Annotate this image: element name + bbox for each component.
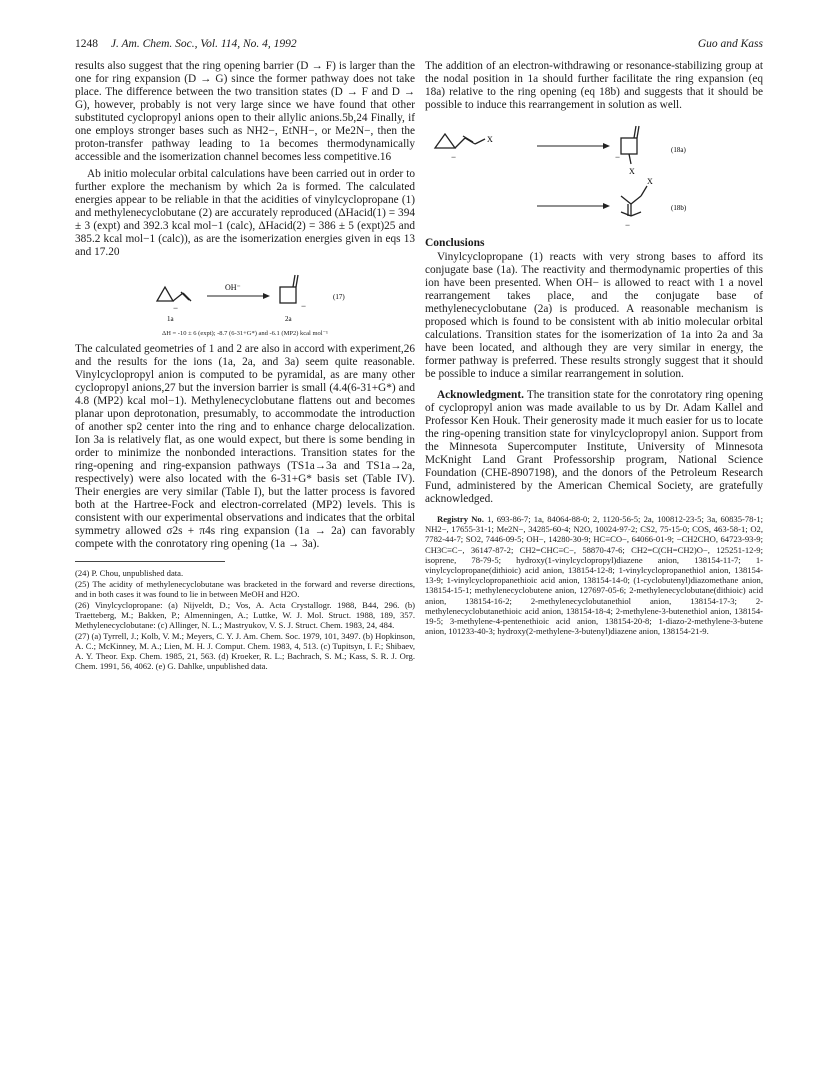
substituted-cyclopropyl-anion [435,134,485,148]
left-column [75,60,415,672]
paragraph: Vinylcyclopropane (1) reacts with very strong bases to afford its conjugate base (1a). The reactivity and thermodynamic properties of this ion have been presented. When OH− is allowed to react with 1 a novel rearrangement takes place, and the conjugate base of methylenecyclobutane (2a) is produced. A reasonable mechanism is proposed which is found to be consistent with ab initio molecular orbital calculations. Transition states for the isomerization of 1a into 2a and 3a have been located, and although they are very similar in energy, the former pathway is preferred. These results strongly suggest that it should be possible to induce a similar rearrangement in solution. [425,251,763,380]
journal-citation: J. Am. Chem. Soc., Vol. 114, No. 4, 1992 [110,38,297,50]
acknowledgment-heading: Acknowledgment. [437,389,524,401]
registry-text: 1, 693-86-7; 1a, 84064-88-0; 2, 1120-56-5; 2a, 100812-23-5; 3a, 60835-78-1; NH2−, 17655-31-1; Me2N−, 34285-60-4; N2O, 10024-97-2; CS2, 75-15-0; COS, 463-58-1; O2, 7782-44-7; SO2, 7446-09-5; OH−, 14280-30-9; HC≡CO−, 64066-01-9; −CH2CHO, 64723-93-9; CH3C≡C−, 36147-87-2; CH2=CHC≡C−, 58870-47-6; CH2=C(CH=CH2)O−, 125251-12-9; isoprene, 78-79-5; hydroxy(1-vinylcyclopropyl)diazene anion, 138154-11-7; 1-vinylcyclopropane(dithioic) acid anion, 138154-12-8; 1-vinylcyclopropanethiol anion, 138154-13-9; 1-vinylcyclopropanethioic acid anion, 138154-14-0; (1-cyclobutenyl)diazomethane anion, 138154-15-1; methylenecyclobutene anion, 127697-05-6; 2-methylenecyclobutane(dithioic) acid anion, 138154-16-2; 2-methylenecyclobutanethiol anion, 138154-17-3; 2-methylenecyclobutanethioic acid anion, 138154-18-4; 2-methylene-3-butenethiol anion, 138154-19-5; 3-methylene-4-pentenethioic acid anion, 138154-20-8; 1-diazo-2-methylene-3-butene anion, 101233-40-3; hydroxy(2-methylene-3-butenyl)diazene anion, 138154-21-9. [425,514,763,637]
equation-number: (17) [333,293,345,301]
section-heading-conclusions: Conclusions [425,237,485,249]
methylenecyclobutyl-anion-structure [280,275,298,303]
equation-number-18b: (18b) [671,204,687,212]
enthalpy-note: ΔH = -10 ± 6 (expt); -8.7 (6-31+G*) and -6.1 (MP2) kcal mol⁻¹ [162,330,328,337]
paragraph: The addition of an electron-withdrawing or resonance-stabilizing group at the nodal position in 1a should further facilitate the ring expansion (eq 18a) relative to the ring opening (eq 18b) and suggests that it should be possible to induce this rearrangement in solution as well. [425,60,763,111]
compound-label-1a: 1a [167,315,174,323]
substituent-x: X [487,135,493,144]
footnote: (24) P. Chou, unpublished data. [75,568,184,578]
equation-18 [425,116,763,231]
registry-numbers [425,514,763,636]
equation-17-scheme [75,263,415,323]
registry-heading: Registry No. [437,514,484,524]
footnote: (26) Vinylcyclopropane: (a) Nijveldt, D.; Vos, A. Acta Crystallogr. 1988, B44, 296. (b) Traetteberg, M.; Bakken, P.; Almenningen, A.; Luttke, W. J. Mol. Struct. 1988, 189, 357. Methylenecyclobutane: (c) Allinger, N. L.; Mastryukov, V. S. J. Struct. Chem. 1983, 24, 484. [75,600,415,630]
ring-opened-diene-anion [621,186,647,216]
equation-18-scheme [425,116,763,231]
running-header-authors: Guo and Kass [697,38,763,50]
footnote-divider [75,561,225,562]
vinylcyclopropyl-anion-structure [157,287,191,301]
acknowledgment-text: The transition state for the conrotatory ring opening of cyclopropyl anion was made available to us by Dr. Adam Kallel and Professor Ken Houk. Their generosity made it much easier for us to locate the ring-opening transition state for vinylcyclopropyl anion. Support from the Minnesota Supercomputer Institute, University of Minnesota McKnight Land Grant Professorship program, National Science Foundation (CHE-8907198), and the donors of the Petroleum Research Fund, administered by the American Chemical Society, are gratefully acknowledged. [425,389,763,505]
footnote: (25) The acidity of methylenecyclobutane was bracketed in the forward and reverse directions, and in both cases it was found to lie in between MeOH and H2O. [75,579,415,599]
cyclobutenyl-product [621,126,639,164]
substituent-x: X [629,167,635,176]
page-number: 1248 [75,38,98,50]
anion-charge: − [173,303,179,313]
anion-charge: − [451,152,457,162]
equation-number-18a: (18a) [671,146,686,154]
paragraph: Ab initio molecular orbital calculations have been carried out in order to further explore the mechanism by which 2a is formed. The calculated energies appear to be reliable in that the acidities of vinylcyclopropane (1) and methylenecyclobutane (2) are accurately reproduced (ΔHacid(1) = 394 ± 3 (expt) and 392.3 kcal mol−1 (calc), ΔHacid(2) = 386 ± 5 (expt)25 and 385.2 kcal mol−1 (calc)), as are the isomerization energies given in eqs 13 and 17.20 [75,168,415,258]
paragraph: results also suggest that the ring opening barrier (D → F) is larger than the one for ring expansion (D → G) since the former pathway does not take place. The difference between the two transition states (D → F and D → G), however, probably is not very large since we have found that other substituted cyclopropyl anions open to their allylic anions.5b,24 Finally, if one employs stronger bases such as NH2−, EtNH−, or Me2N−, then the proton-transfer pathway leading to 1a becomes thermodynamically accessible and the isomerization channel becomes less competitive.16 [75,60,415,163]
paragraph: The calculated geometries of 1 and 2 are also in accord with experiment,26 and the results for the ions (1a, 2a, and 3a) seem quite reasonable. Vinylcyclopropyl anion is computed to be pyramidal, as are many other cyclopropyl anions,27 but the inversion barrier is small (4.4(6-31+G*) and 4.8 (MP2) kcal mol−1). Methylenecyclobutane flattens out and becomes planar upon deprotonation, presumably, to accommodate the introduction of another sp2 center into the ring and to enhance charge delocalization. Ion 3a is relatively flat, as one would expect, but there is some bending in order to minimize the nonbonded interactions. Transition states for the ring-opening and ring-expansion pathways (TS1a→3a and TS1a→2a, respectively) were also located with the 6-31+G* basis set (Table IV). Their energies are very similar (Table I), but the latter process is favored both at the Hartree-Fock and electron-correlated (MP2) levels. This is consistent with our experimental observations and indicates that the orbital symmetry allowed σ2s + π4s ring expansion (1a → 2a) can favorably compete with the conrotatory ring opening (1a → 3a). [75,343,415,550]
running-header [75,38,297,50]
anion-charge: − [625,220,631,230]
substituent-x: X [647,177,653,186]
footnote: (27) (a) Tyrrell, J.; Kolb, V. M.; Meyers, C. Y. J. Am. Chem. Soc. 1979, 101, 3497. (b) Hopkinson, A. C.; McKinney, M. A.; Lien, M. H. J. Comput. Chem. 1983, 4, 513. (c) Tupitsyn, I. F.; Shibaev, A. Y. Theor. Exp. Chem. 1985, 21, 563. (d) Kroeker, R. L.; Bachrach, S. M.; Kass, S. R. J. Org. Chem. 1991, 56, 4062. (e) G. Dahlke, unpublished data. [75,631,415,671]
equation-17 [75,263,415,323]
anion-charge: − [301,301,307,311]
right-column [425,60,763,640]
reagent-label: OH⁻ [225,283,241,292]
anion-charge: − [615,152,621,162]
compound-label-2a: 2a [285,315,292,323]
acknowledgment [425,389,763,506]
